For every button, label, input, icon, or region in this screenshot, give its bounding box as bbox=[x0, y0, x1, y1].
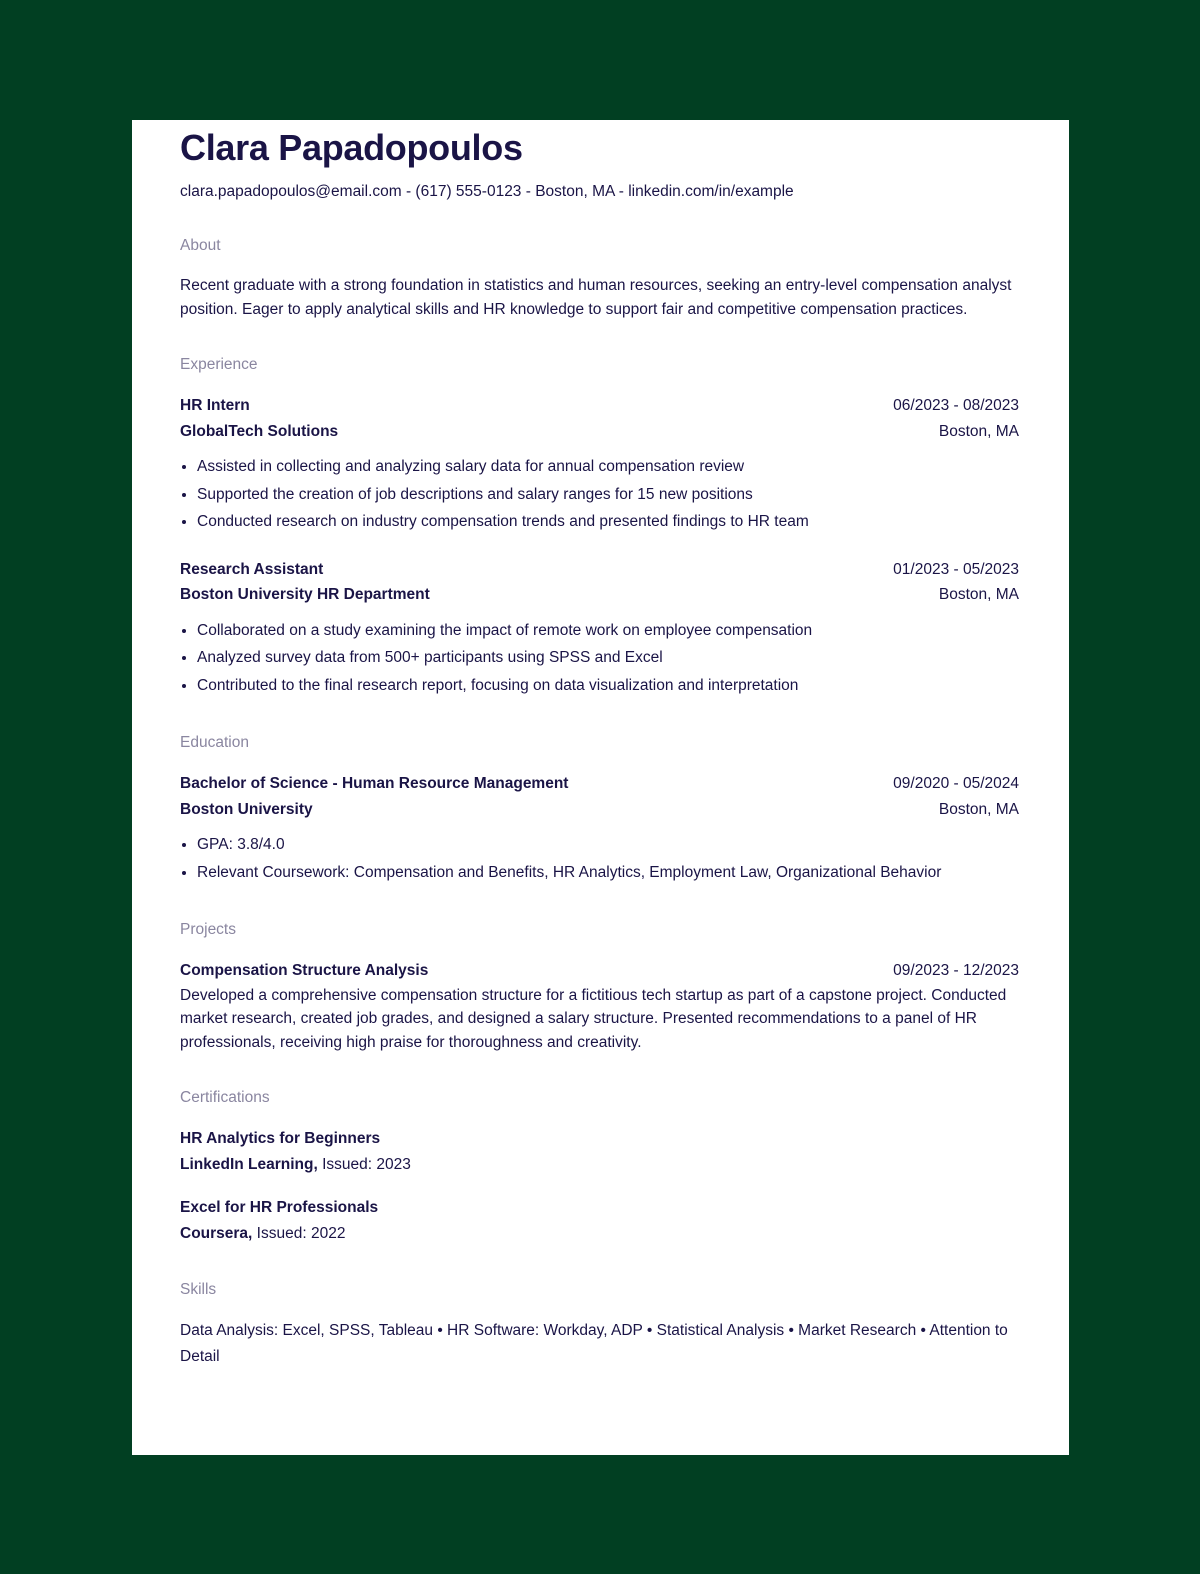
certification-issued: Issued: 2022 bbox=[252, 1224, 346, 1242]
job-location: Boston, MA bbox=[938, 422, 1019, 440]
section-title-certifications: Certifications bbox=[180, 1089, 270, 1106]
job-bullets bbox=[180, 617, 1019, 700]
certification-name: HR Analytics for Beginners bbox=[180, 1130, 381, 1147]
section-title-skills: Skills bbox=[180, 1281, 217, 1298]
experience-entry bbox=[180, 393, 1019, 536]
certification-issuer: LinkedIn Learning, bbox=[180, 1155, 318, 1173]
bullet-item: • Analyzed survey data from 500+ participants using SPSS and Excel bbox=[197, 644, 1019, 672]
job-dates: 01/2023 - 05/2023 bbox=[893, 560, 1019, 578]
bullet-item: • Supported the creation of job descriptions and salary ranges for 15 new positions bbox=[197, 481, 1019, 509]
section-title-education: Education bbox=[180, 734, 249, 751]
certification-entry bbox=[180, 1195, 1019, 1246]
bullet-item: • Relevant Coursework: Compensation and Benefits, HR Analytics, Employment Law, Organizational Behavior bbox=[197, 859, 1019, 887]
about-text: Recent graduate with a strong foundation in statistics and human resources, seeking an entry-level compensation analyst position. Eager to apply analytical skills and HR knowledge to support fair and competitive compensation practices. bbox=[180, 277, 1012, 318]
section-title-projects: Projects bbox=[180, 921, 236, 938]
bullet-item: • Assisted in collecting and analyzing salary data for annual compensation review bbox=[197, 453, 1019, 481]
education-entry bbox=[180, 771, 1019, 886]
project-description: Developed a comprehensive compensation structure for a fictitious tech startup as part of a capstone project. Conducted market research, created job grades, and designed a salary structure. Presented recommendations to a panel of HR professionals, receiving high praise for thoroughness and creativity. bbox=[180, 986, 1007, 1051]
project-name: Compensation Structure Analysis bbox=[180, 962, 429, 979]
job-title: HR Intern bbox=[180, 397, 250, 414]
company-name: Boston University HR Department bbox=[180, 586, 430, 603]
education-bullets bbox=[180, 831, 1019, 886]
certification-issuer-line bbox=[180, 1152, 1019, 1178]
certification-issuer-line bbox=[180, 1221, 1019, 1247]
degree-name: Bachelor of Science - Human Resource Management bbox=[180, 775, 569, 792]
school-location: Boston, MA bbox=[938, 800, 1019, 818]
project-dates: 09/2023 - 12/2023 bbox=[893, 962, 1019, 979]
job-bullets bbox=[180, 453, 1019, 536]
education-dates: 09/2020 - 05/2024 bbox=[893, 775, 1019, 792]
certification-issued: Issued: 2023 bbox=[317, 1155, 411, 1173]
candidate-name: Clara Papadopoulos bbox=[180, 127, 523, 168]
section-title-about: About bbox=[180, 237, 221, 254]
certification-entry bbox=[180, 1126, 1019, 1177]
project-entry bbox=[180, 958, 1019, 1054]
job-title: Research Assistant bbox=[180, 560, 324, 578]
bullet-item: • Collaborated on a study examining the impact of remote work on employee compensation bbox=[197, 617, 1019, 645]
contact-line: clara.papadopoulos@email.com - (617) 555-0123 - Boston, MA - linkedin.com/in/example bbox=[180, 183, 794, 200]
resume-page bbox=[132, 120, 1069, 1455]
skills-text: Data Analysis: Excel, SPSS, Tableau • HR Software: Workday, ADP • Statistical Analysis • Market Research • Attention to Detail bbox=[180, 1322, 1008, 1365]
bullet-item: • Contributed to the final research report, focusing on data visualization and interpretation bbox=[197, 672, 1019, 700]
job-dates: 06/2023 - 08/2023 bbox=[893, 397, 1019, 414]
section-title-experience: Experience bbox=[180, 356, 258, 373]
experience-entry bbox=[180, 557, 1019, 700]
school-name: Boston University bbox=[180, 800, 313, 818]
bullet-item: • Conducted research on industry compensation trends and presented findings to HR team bbox=[197, 508, 1019, 536]
company-name: GlobalTech Solutions bbox=[180, 422, 339, 440]
bullet-item: • GPA: 3.8/4.0 bbox=[197, 831, 1019, 859]
certification-name: Excel for HR Professionals bbox=[180, 1199, 379, 1216]
job-location: Boston, MA bbox=[938, 586, 1019, 603]
certification-issuer: Coursera, bbox=[180, 1224, 253, 1242]
